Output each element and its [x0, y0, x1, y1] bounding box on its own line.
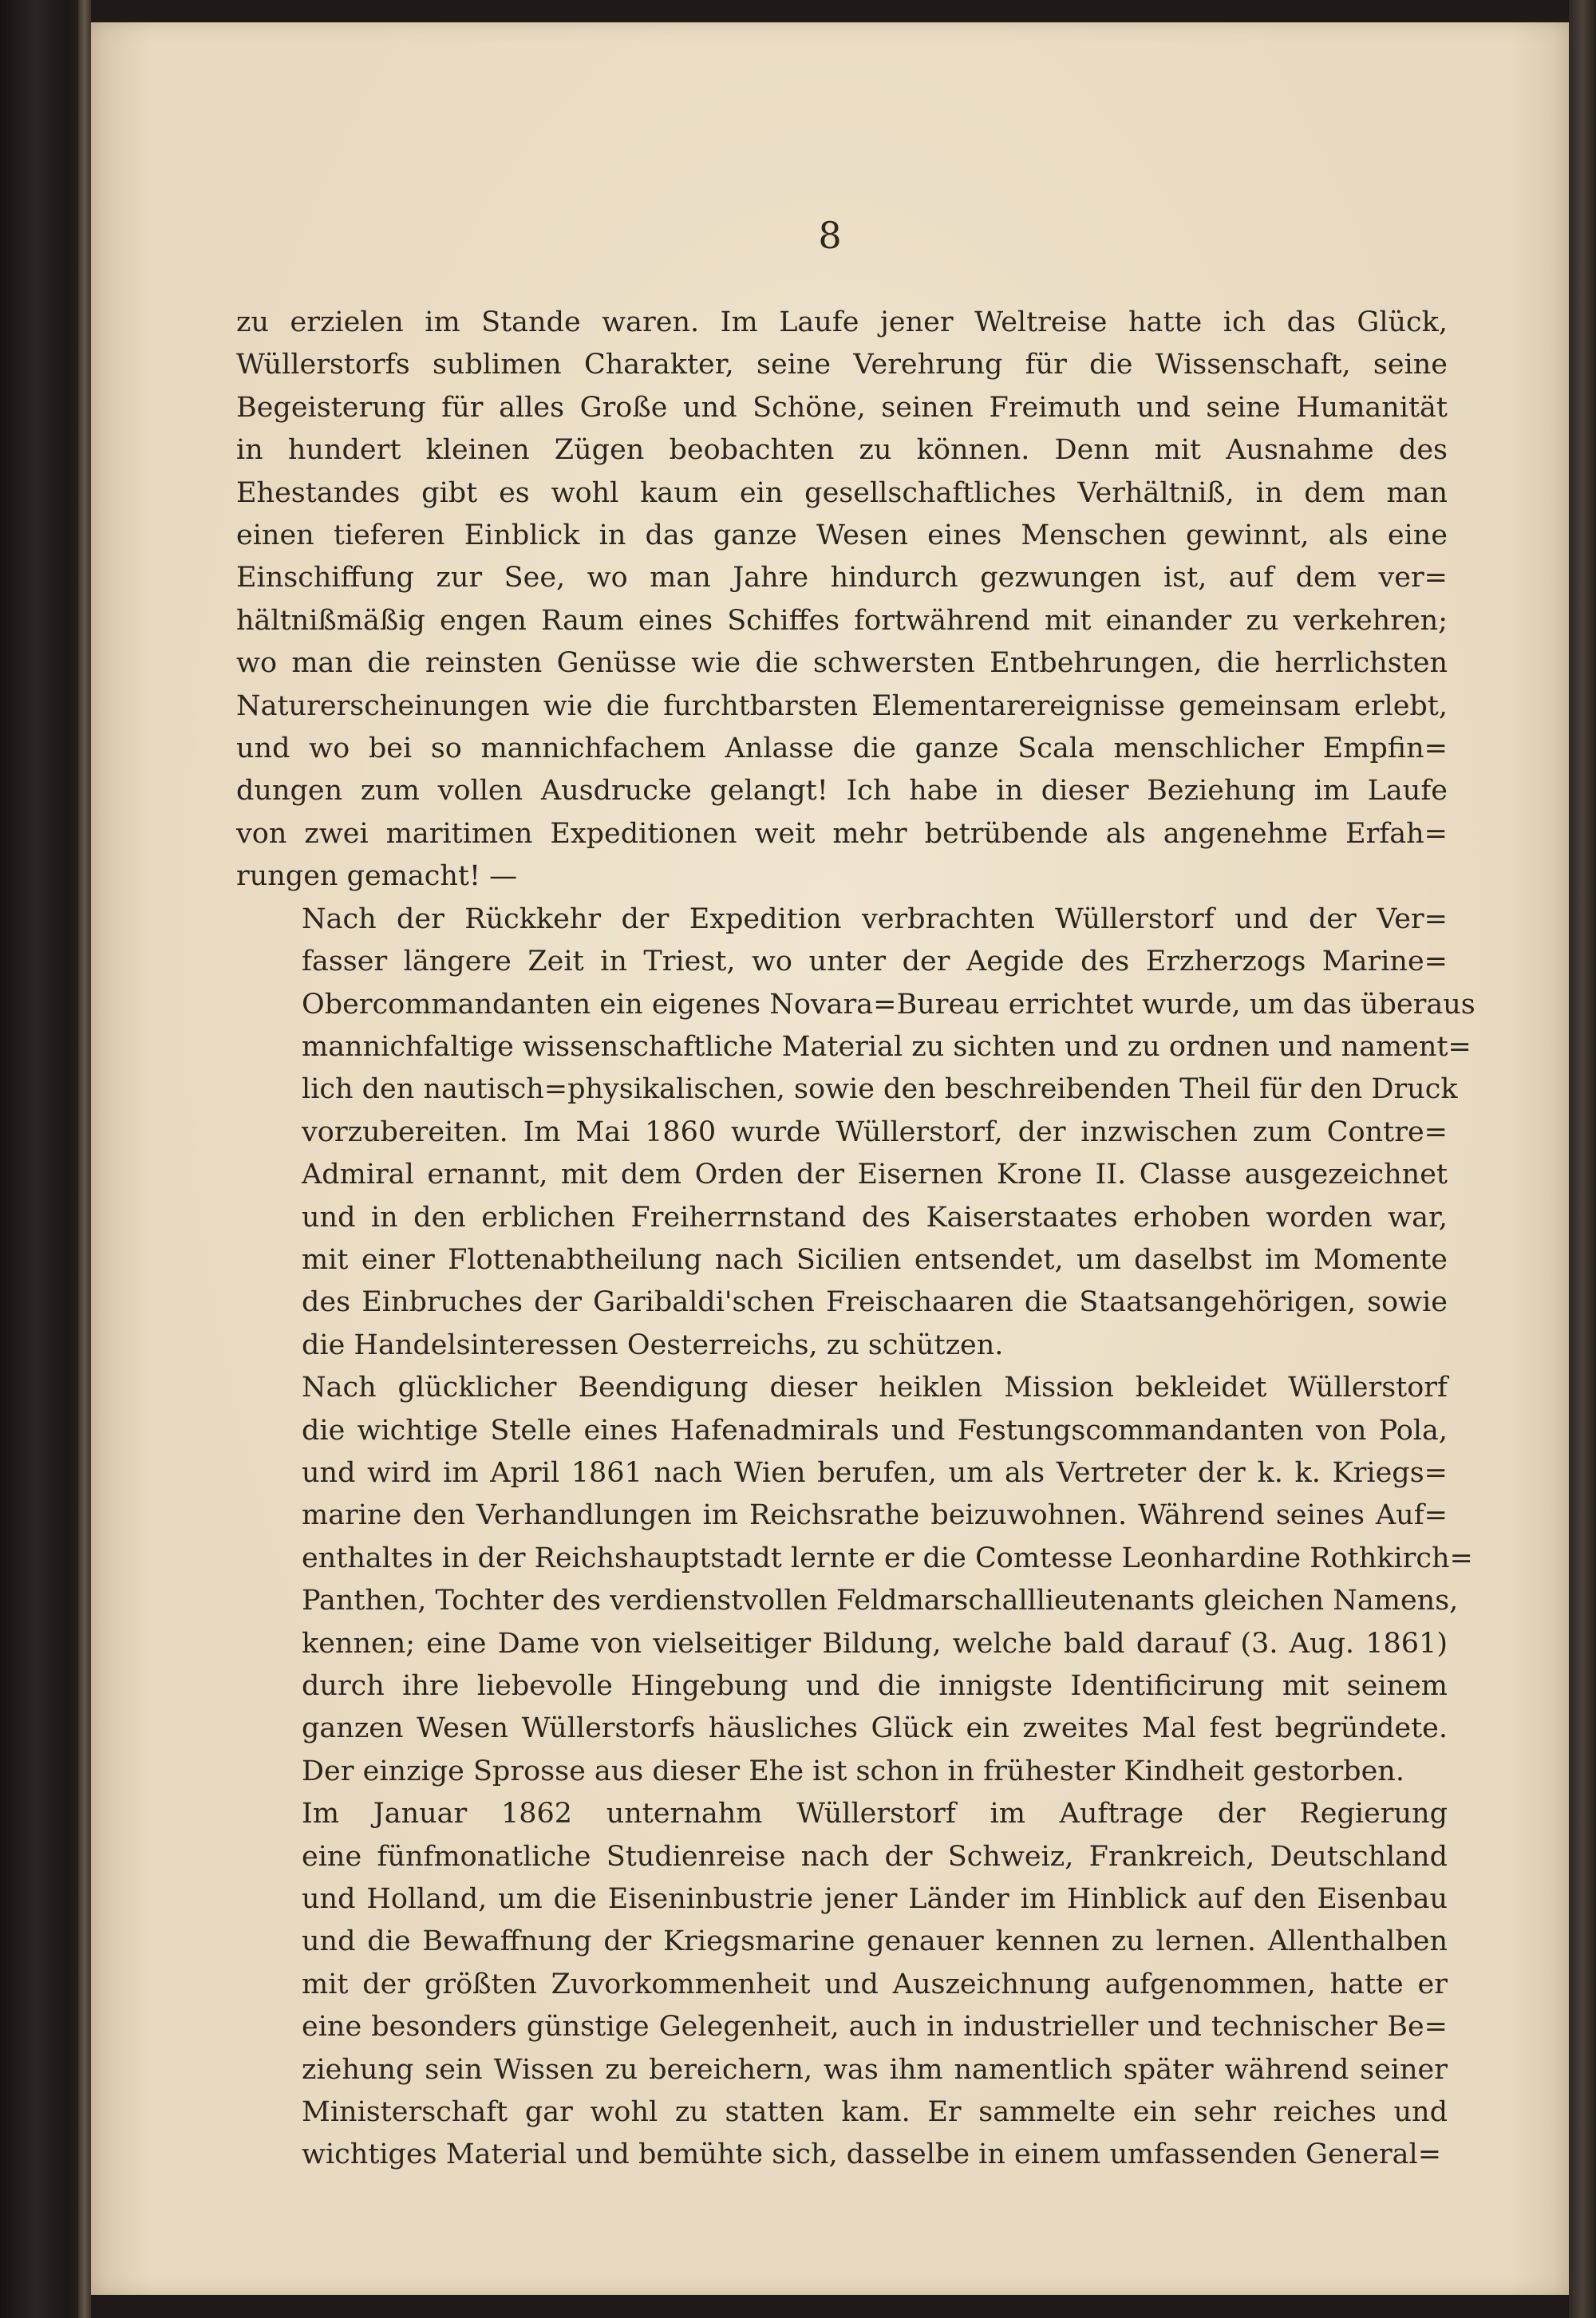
text-line: und wo bei so mannichfachem Anlasse die ganze Scala menschlicher Empfin=: [236, 733, 1448, 765]
text-line: Nach glücklicher Beendigung dieser heiklen Mission bekleidet Wüllerstorf: [302, 1372, 1448, 1404]
text-line: einen tieferen Einblick in das ganze Wesen eines Menschen gewinnt, als eine: [236, 519, 1448, 552]
paragraph: [236, 302, 1448, 898]
text-line: Panthen, Tochter des verdienstvollen Feldmarschalllieutenants gleichen Namens,: [302, 1585, 1459, 1617]
page-stack-edge: [78, 0, 91, 2318]
right-page-edge: [1569, 0, 1596, 2318]
paragraph: [236, 1367, 1473, 1793]
text-line: die Handelsinteressen Oesterreichs, zu schützen.: [302, 1329, 1004, 1361]
text-line: kennen; eine Dame von vielseitiger Bildung, welche bald darauf (3. Aug. 1861): [302, 1627, 1448, 1660]
paragraph: [236, 898, 1476, 1367]
text-line: enthaltes in der Reichshauptstadt lernte er die Comtesse Leonhardine Rothkirch=: [302, 1542, 1473, 1574]
text-line: Der einzige Sprosse aus dieser Ehe ist schon in frühester Kindheit gestorben.: [302, 1755, 1404, 1787]
text-line: wichtiges Material und bemühte sich, dasselbe in einem umfassenden General=: [302, 2138, 1442, 2171]
text-line: von zwei maritimen Expeditionen weit mehr betrübende als angenehme Erfah=: [236, 817, 1448, 850]
text-line: Admiral ernannt, mit dem Orden der Eisernen Krone II. Classe ausgezeichnet: [302, 1159, 1448, 1191]
text-line: Ministerschaft gar wohl zu statten kam. Er sammelte ein sehr reiches und: [302, 2096, 1448, 2129]
text-line: marine den Verhandlungen im Reichsrathe beizuwohnen. Während seines Auf=: [302, 1499, 1448, 1532]
text-line: mit einer Flottenabtheilung nach Sicilien entsendet, um daselbst im Momente: [302, 1243, 1448, 1276]
text-line: in hundert kleinen Zügen beobachten zu können. Denn mit Ausnahme des: [236, 434, 1448, 467]
text-line: Begeisterung für alles Große und Schöne, seinen Freimuth und seine Humanität: [236, 391, 1448, 424]
text-line: Im Januar 1862 unternahm Wüllerstorf im Auftrage der Regierung: [302, 1798, 1448, 1830]
text-line: ganzen Wesen Wüllerstorfs häusliches Glück ein zweites Mal fest begründete.: [302, 1712, 1448, 1745]
text-line: ziehung sein Wissen zu bereichern, was ihm namentlich später während seiner: [302, 2053, 1448, 2086]
text-line: und Holland, um die Eiseninbustrie jener Länder im Hinblick auf den Eisenbau: [302, 1883, 1448, 1916]
text-line: hältnißmäßig engen Raum eines Schiffes fortwährend mit einander zu verkehren;: [236, 604, 1448, 637]
text-line: mannichfaltige wissenschaftliche Material zu sichten und zu ordnen und nament=: [302, 1030, 1472, 1063]
text-line: die wichtige Stelle eines Hafenadmirals und Festungscommandanten von Pola,: [302, 1414, 1448, 1447]
text-line: und in den erblichen Freiherrnstand des Kaiserstaates erhoben worden war,: [302, 1201, 1448, 1234]
text-line: zu erzielen im Stande waren. Im Laufe jener Weltreise hatte ich das Glück,: [236, 306, 1448, 338]
text-line: Obercommandanten ein eigenes Novara=Bureau errichtet wurde, um das überaus: [302, 988, 1476, 1021]
text-line: eine besonders günstige Gelegenheit, auch in industrieller und technischer Be=: [302, 2011, 1448, 2044]
text-line: Einschiffung zur See, wo man Jahre hindurch gezwungen ist, auf dem ver=: [236, 562, 1448, 594]
text-line: und wird im April 1861 nach Wien berufen, um als Vertreter der k. k. Kriegs=: [302, 1456, 1448, 1489]
text-line: und die Bewaffnung der Kriegsmarine genauer kennen zu lernen. Allenthalben: [302, 1925, 1448, 1958]
text-line: Wüllerstorfs sublimen Charakter, seine Verehrung für die Wissenschaft, seine: [236, 349, 1448, 381]
text-line: rungen gemacht! —: [236, 860, 518, 893]
book-page: [91, 22, 1569, 2295]
body-text: [236, 302, 1476, 2177]
text-line: des Einbruches der Garibaldi'schen Freischaaren die Staatsangehörigen, sowie: [302, 1286, 1448, 1319]
text-line: Ehestandes gibt es wohl kaum ein gesellschaftliches Verhältniß, in dem man: [236, 476, 1448, 509]
text-line: Nach der Rückkehr der Expedition verbrachten Wüllerstorf und der Ver=: [302, 902, 1448, 935]
text-line: wo man die reinsten Genüsse wie die schwersten Entbehrungen, die herrlichsten: [236, 647, 1448, 680]
text-line: Naturerscheinungen wie die furchtbarsten Elementarereignisse gemeinsam erlebt,: [236, 689, 1448, 722]
text-line: fasser längere Zeit in Triest, wo unter der Aegide des Erzherzogs Marine=: [302, 946, 1448, 978]
text-line: dungen zum vollen Ausdrucke gelangt! Ich habe in dieser Beziehung im Laufe: [236, 775, 1448, 808]
text-line: mit der größten Zuvorkommenheit und Auszeichnung aufgenommen, hatte er: [302, 1968, 1448, 2000]
text-line: lich den nautisch=physikalischen, sowie den beschreibenden Theil für den Druck: [302, 1073, 1458, 1106]
book-binding: [0, 0, 89, 2318]
text-line: vorzubereiten. Im Mai 1860 wurde Wüllerstorf, der inzwischen zum Contre=: [302, 1116, 1448, 1148]
text-line: eine fünfmonatliche Studienreise nach der Schweiz, Frankreich, Deutschland: [302, 1840, 1448, 1873]
page-number: 8: [818, 214, 842, 257]
paragraph: [236, 1793, 1448, 2177]
text-line: durch ihre liebevolle Hingebung und die innigste Identificirung mit seinem: [302, 1670, 1448, 1702]
